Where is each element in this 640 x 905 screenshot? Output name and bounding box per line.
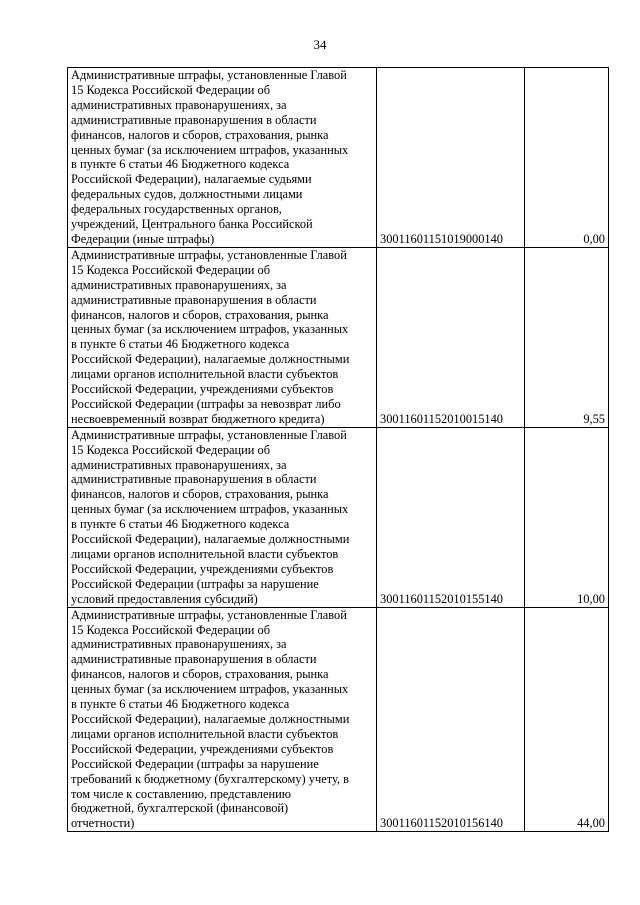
table-body bbox=[68, 68, 609, 832]
description-line: Российской Федерации, учреждениями субъектов bbox=[71, 741, 334, 756]
description-line: Российской Федерации (штрафы за нарушение bbox=[71, 756, 319, 771]
description-line: Федерации (иные штрафы) bbox=[71, 231, 215, 246]
description-line: ценных бумаг (за исключением штрафов, указанных bbox=[71, 682, 349, 697]
description-line: Российской Федерации, учреждениями субъектов bbox=[71, 382, 334, 397]
description-line: в пункте 6 статьи 46 Бюджетного кодекса bbox=[71, 157, 290, 172]
description-line: Административные штрафы, установленные Главой bbox=[71, 247, 347, 262]
description-line: финансов, налогов и сборов, страхования, рынка bbox=[71, 127, 329, 142]
description-line: Российской Федерации), налагаемые должностными bbox=[71, 352, 350, 367]
description-line: финансов, налогов и сборов, страхования, рынка bbox=[71, 667, 329, 682]
description-line: административные правонарушения в области bbox=[71, 472, 317, 487]
table-row bbox=[68, 68, 609, 248]
description-line: административных правонарушениях, за bbox=[71, 457, 287, 472]
description-line: в пункте 6 статьи 46 Бюджетного кодекса bbox=[71, 337, 290, 352]
description-line: административных правонарушениях, за bbox=[71, 637, 287, 652]
budget-code-cell: 30011601151019000140 bbox=[377, 68, 525, 248]
description-line: Административные штрафы, установленные Главой bbox=[71, 68, 347, 82]
description-line: административные правонарушения в области bbox=[71, 112, 317, 127]
amount-cell: 10,00 bbox=[525, 427, 609, 607]
amount-cell: 44,00 bbox=[525, 607, 609, 832]
budget-code-cell: 30011601152010156140 bbox=[377, 607, 525, 832]
description-line: Российской Федерации, учреждениями субъектов bbox=[71, 561, 334, 576]
description-line: лицами органов исполнительной власти субъектов bbox=[71, 367, 339, 382]
description-line: административные правонарушения в области bbox=[71, 652, 317, 667]
description-cell bbox=[68, 68, 377, 248]
description-line: федеральных государственных органов, bbox=[71, 202, 282, 217]
description-line: административных правонарушениях, за bbox=[71, 97, 287, 112]
description-line: 15 Кодекса Российской Федерации об bbox=[71, 82, 271, 97]
description-line: 15 Кодекса Российской Федерации об bbox=[71, 262, 271, 277]
table-row bbox=[68, 607, 609, 832]
description-line: 15 Кодекса Российской Федерации об bbox=[71, 442, 271, 457]
description-cell bbox=[68, 427, 377, 607]
table-row bbox=[68, 247, 609, 427]
description-cell bbox=[68, 247, 377, 427]
description-line: Российской Федерации (штрафы за невозврат либо bbox=[71, 396, 341, 411]
description-line: несвоевременный возврат бюджетного кредита) bbox=[71, 411, 325, 426]
description-line: в пункте 6 статьи 46 Бюджетного кодекса bbox=[71, 517, 290, 532]
description-line: Российской Федерации), налагаемые судьями bbox=[71, 172, 312, 187]
description-line: Российской Федерации (штрафы за нарушение bbox=[71, 576, 319, 591]
budget-code-cell: 30011601152010155140 bbox=[377, 427, 525, 607]
description-line: требований к бюджетному (бухгалтерскому) учету, в bbox=[71, 771, 349, 786]
description-line: в пункте 6 статьи 46 Бюджетного кодекса bbox=[71, 697, 290, 712]
description-cell bbox=[68, 607, 377, 832]
description-line: административные правонарушения в области bbox=[71, 292, 317, 307]
description-line: лицами органов исполнительной власти субъектов bbox=[71, 726, 339, 741]
description-line: условий предоставления субсидий) bbox=[71, 591, 258, 606]
description-line: Российской Федерации), налагаемые должностными bbox=[71, 711, 350, 726]
table-row bbox=[68, 427, 609, 607]
revenue-table bbox=[67, 67, 609, 832]
description-line: том числе к составлению, представлению bbox=[71, 786, 291, 801]
description-line: лицами органов исполнительной власти субъектов bbox=[71, 547, 339, 561]
description-line: Административные штрафы, установленные Главой bbox=[71, 427, 347, 442]
page-number: 34 bbox=[313, 37, 327, 52]
description-line: Российской Федерации), налагаемые должностными bbox=[71, 532, 350, 547]
description-line: Административные штрафы, установленные Главой bbox=[71, 607, 347, 622]
description-line: 15 Кодекса Российской Федерации об bbox=[71, 622, 271, 637]
description-line: ценных бумаг (за исключением штрафов, указанных bbox=[71, 322, 349, 337]
description-line: административных правонарушениях, за bbox=[71, 277, 287, 292]
description-line: бюджетной, бухгалтерской (финансовой) bbox=[71, 801, 289, 816]
description-line: ценных бумаг (за исключением штрафов, указанных bbox=[71, 502, 349, 517]
amount-cell: 9,55 bbox=[525, 247, 609, 427]
description-line: финансов, налогов и сборов, страхования, рынка bbox=[71, 307, 329, 322]
budget-code-cell: 30011601152010015140 bbox=[377, 247, 525, 427]
description-line: ценных бумаг (за исключением штрафов, указанных bbox=[71, 142, 349, 157]
amount-cell: 0,00 bbox=[525, 68, 609, 248]
description-line: финансов, налогов и сборов, страхования, рынка bbox=[71, 487, 329, 502]
description-line: отчетности) bbox=[71, 816, 135, 831]
description-line: федеральных судов, должностными лицами bbox=[71, 187, 303, 202]
description-line: учреждений, Центрального банка Российской bbox=[71, 217, 313, 232]
